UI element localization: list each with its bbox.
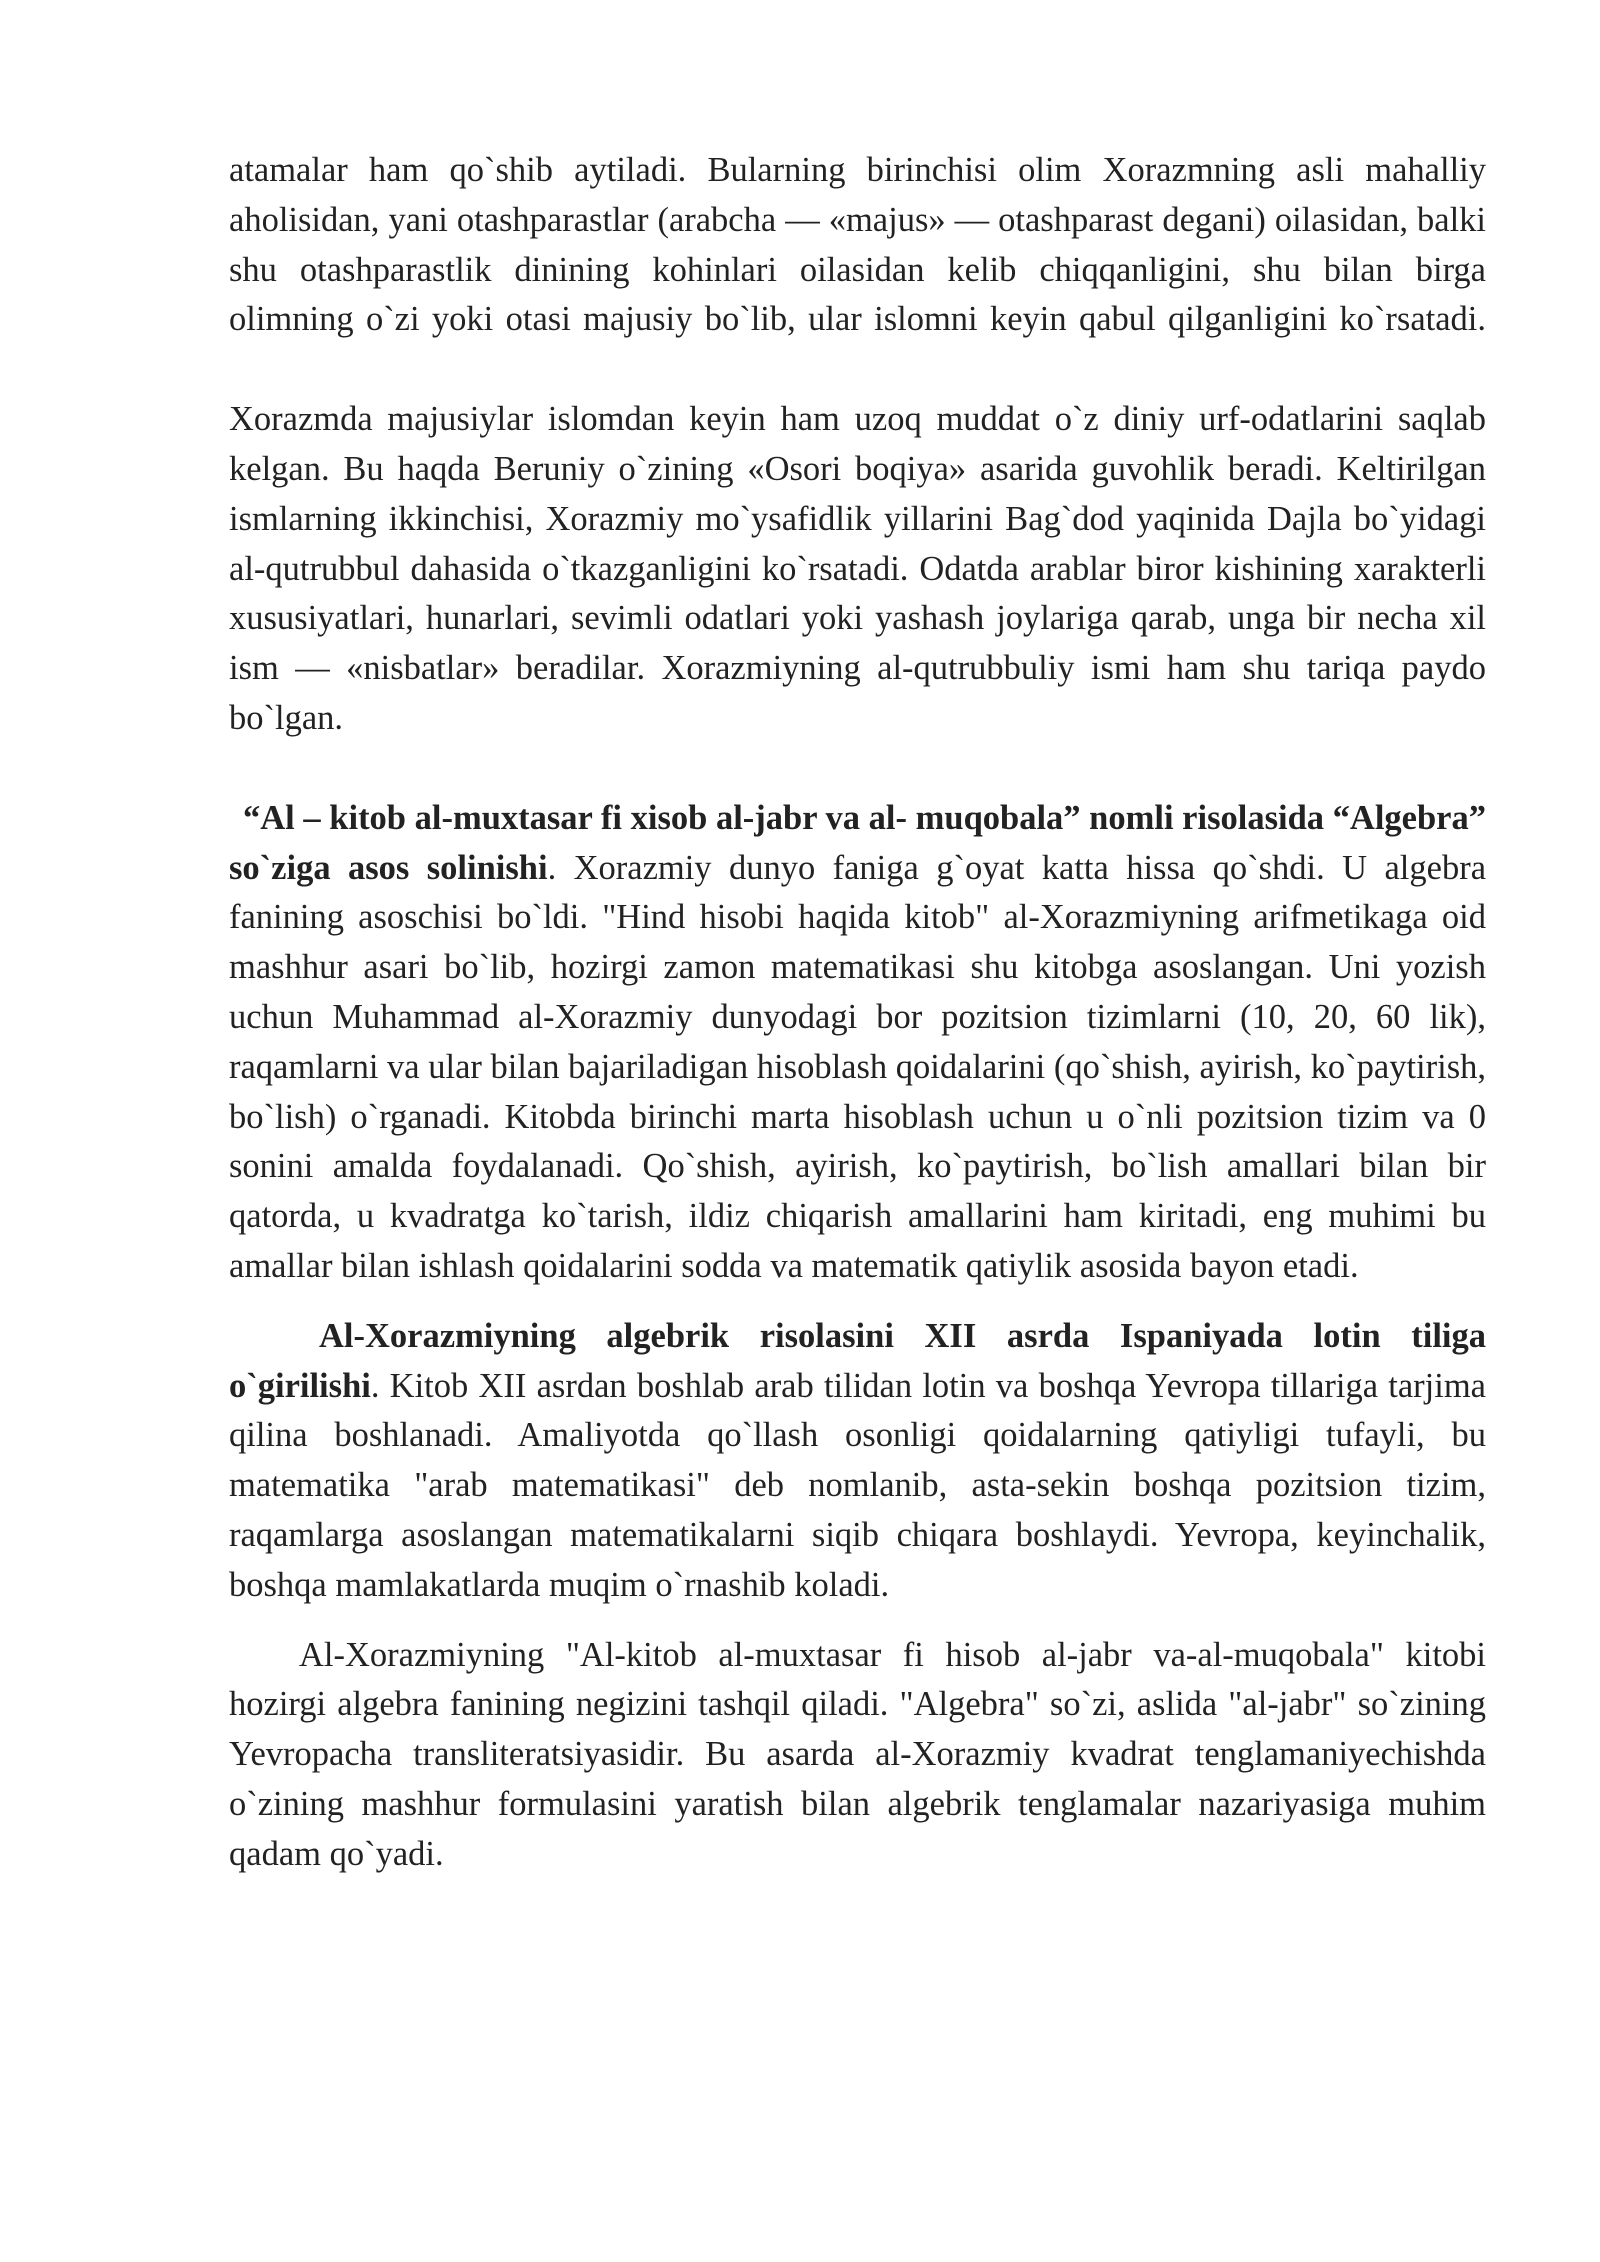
paragraph-1: atamalar ham qo`shib aytiladi. Bularning birinchisi olim Xorazmning asli mahalliy aholisidan, yani otashparastlar (arabcha — «majus» — otashparast degani) oilasidan, balki shu otashparastlik dinining kohinlari oilasidan kelib chiqqanligini, shu bilan birga olimning o`zi yoki otasi majusiy bo`lib, ular islomni keyin qabul qilganligini ko`rsatadi. — [229, 151, 1486, 339]
paragraph-4-body: . Kitob XII asrdan boshlab arab tilidan lotin va boshqa Yevropa tillariga tarjima qilina boshlanadi. Amaliyotda qo`llash osonligi qoidalarning qatiyligi tufayli, bu matematika "arab matematikasi" deb nomlanib, asta-sekin boshqa pozitsion tizim, raqamlarga asoslangan matematikalarni siqib chiqara boshlaydi. Yevropa, keyinchalik, boshqa mamlakatlarda muqim o`rnashib koladi. — [229, 1366, 1486, 1604]
paragraph-5: Al-Xorazmiyning "Al-kitob al-muxtasar fi hisob al-jabr va-al-muqobala" kitobi hozirgi algebra fanining negizini tashqil qiladi. "Algebra" so`zi, aslida "al-jabr" so`zining Yevropacha transliteratsiyasidir. Bu asarda al-Xorazmiy kvadrat tenglamaniyechishda o`zining mashhur formulasini yaratish bilan algebrik tenglamalar nazariyasiga muhim qadam qo`yadi. — [229, 1635, 1486, 1873]
paragraph-3-body: . Xorazmiy dunyo faniga g`oyat katta hissa qo`shdi. U algebra fanining asoschisi bo`ldi. "Hind hisobi haqida kitob" al-Xorazmiyning arifmetikaga oid mashhur asari bo`lib, hozirgi zamon matematikasi shu kitobga asoslangan. Uni yozish uchun Muhammad al-Xorazmiy dunyodagi bor pozitsion tizimlarni (10, 20, 60 lik), raqamlarni va ular bilan bajariladigan hisoblash qoidalarini (qo`shish, ayirish, ko`paytirish, bo`lish) o`rganadi. Kitobda birinchi marta hisoblash uchun u o`nli pozitsion tizim va 0 sonini amalda foydalanadi. Qo`shish, ayirish, ko`paytirish, bo`lish amallari bilan bir qatorda, u kvadratga ko`tarish, ildiz chiqarish amallarini ham kiritadi, eng muhimi bu amallar bilan ishlash qoidalarini sodda va matematik qatiylik asosida bayon etadi. — [229, 848, 1487, 1285]
paragraph-2: Xorazmda majusiylar islomdan keyin ham uzoq muddat o`z diniy urf-odatlarini saqlab kelgan. Bu haqda Beruniy o`zining «Osori boqiya» asarida guvohlik beradi. Keltirilgan ismlarning ikkinchisi, Xorazmiy mo`ysafidlik yillarini Bag`dod yaqinida Dajla bo`yidagi al-qutrubbul dahasida o`tkazganligini ko`rsatadi. Odatda arablar biror kishining xarakterli xususiyatlari, hunarlari, sevimli odatlari yoki yashash joylariga qarab, unga bir necha xil ism — «nisbatlar» beradilar. Xorazmiyning al-qutrubbuliy ismi ham shu tariqa paydo bo`lgan. — [229, 400, 1486, 737]
paragraph-4-heading: Al-Xorazmiyning algebrik risolasini XII asrda Ispaniyada lotin tiliga o`girilishi — [229, 1316, 1486, 1405]
document-page — [229, 146, 1486, 1880]
paragraph-4 — [229, 1312, 1486, 1611]
paragraph-3 — [229, 794, 1486, 1292]
paragraph-3-heading: “Al – kitob al-muxtasar fi xisob al-jabr va al- muqobala” nomli risolasida “Algebra” so`ziga asos solinishi — [229, 798, 1486, 887]
